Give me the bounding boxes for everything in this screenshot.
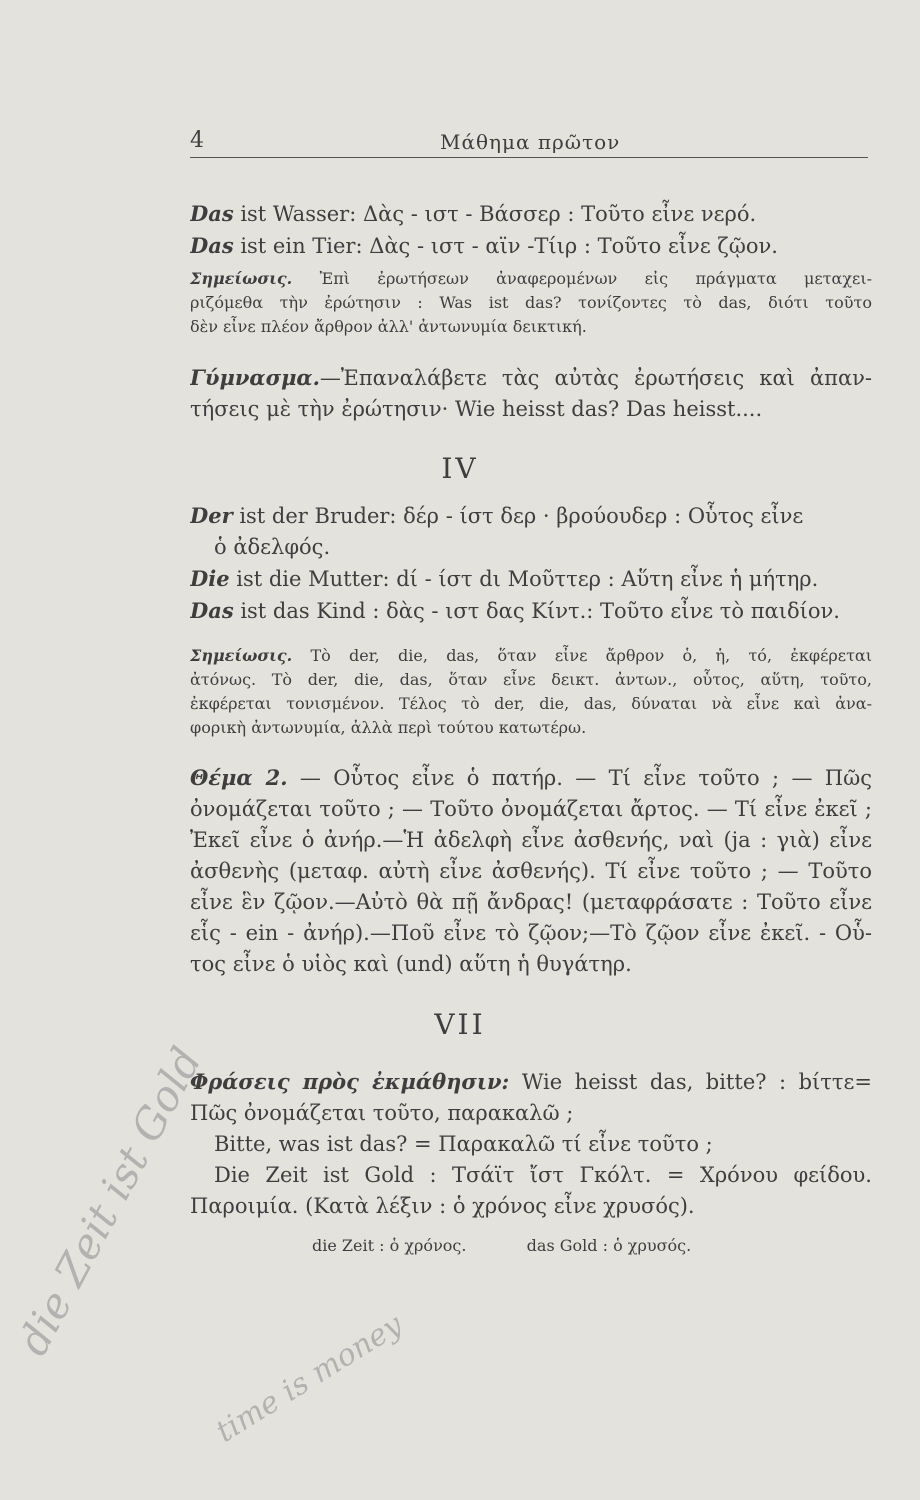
note-label: Σημείωσις. — [190, 269, 293, 288]
page-header — [190, 128, 870, 154]
note-1: Σημείωσις. Ἐπὶ ἐρωτήσεων ἀναφερομένων εἰς πράγματα μεταχει- ριζόμεθα τὴν ἐρώτησιν : Was ist das? τονίζοντες τὸ das, διότι τοῦτο δὲν εἶνε πλέον ἄρθρον ἀλλ' ἀντωνυμία δεικτική. — [190, 269, 872, 336]
section-number-iv: IV — [441, 452, 479, 485]
phrases-label: Φράσεις πρὸς ἐκμάθησιν: — [190, 1069, 510, 1094]
example-sentence: Das ist ein Tier: Δὰς - ιστ - αϊν -Τίιρ : Τοῦτο εἶνε ζῷον. — [190, 233, 778, 258]
example-sentence: Die ist die Mutter: dί - ίστ dι Μοῦττερ : Αὕτη εἶνε ἡ μήτηρ. — [190, 566, 819, 591]
note-label: Σημείωσις. — [190, 646, 293, 665]
exercise: Γύμνασμα.—Ἐπαναλάβετε τὰς αὐτὰς ἐρωτήσεις καὶ ἀπαν- τήσεις μὲ τὴν ἐρώτησιν· Wie heisst das? Das heisst.... — [190, 365, 872, 421]
note-2: Σημείωσις. Τὸ der, die, das, ὅταν εἶνε ἄρθρον ὁ, ἡ, τό, ἐκφέρεται ἀτόνως. Τὸ der, die, das, ὅταν εἶνε δεικτ. ἀντων., οὗτος, αὕτη, τοῦτο, ἐκφέρεται τονισμένον. Τέλος τὸ der, die, das, δύναται νὰ εἶνε καὶ ἀνα- φορικὴ ἀντωνυμία, ἀλλὰ περὶ τούτου κατωτέρω. — [190, 646, 872, 737]
example-sentence: ὁ ἀδελφός. — [214, 535, 331, 559]
vocab-item: die Zeit : ὁ χρόνος. — [312, 1236, 467, 1255]
theme-2: Θέμα 2. — Οὗτος εἶνε ὁ πατήρ. — Τί εἶνε τοῦτο ; — Πῶς ὀνομάζεται τοῦτο ; — Τοῦτο ὀνομάζεται ἄρτος. — Τί εἶνε ἐκεῖ ; Ἐκεῖ εἶνε ὁ ἀνήρ.—Ἡ ἀδελφὴ εἶνε ἀσθενής, ναὶ (ja : γιὰ) εἶνε ἀσθενὴς (μεταφ. αὐτὴ εἶνε ἀσθενής). Τί εἶνε τοῦτο ; — Τοῦτο εἶνε ἓν ζῷον.—Αὐτὸ θὰ πῇ ἄνδρας! (μεταφράσατε : Τοῦτο εἶνε εἷς - ein - ἀνήρ).—Ποῦ εἶνε τὸ ζῷον;—Τὸ ζῷον εἶνε ἐκεῖ. - Οὗ- τος εἶνε ὁ υἱὸς καὶ (und) αὕτη ἡ θυγάτηρ. — [190, 765, 872, 976]
handwritten-note: time is money — [210, 1307, 409, 1450]
example-sentence: Das ist das Kind : δὰς - ιστ δας Κίντ.: Τοῦτο εἶνε τὸ παιδίον. — [190, 598, 840, 623]
example-sentence: Das ist Wasser: Δὰς - ιστ - Βάσσερ : Τοῦτο εἶνε νερό. — [190, 201, 757, 226]
exercise-label: Γύμνασμα. — [190, 365, 320, 390]
section-number-vii: VII — [434, 1008, 486, 1041]
phrases-block: Φράσεις πρὸς ἐκμάθησιν: Wie heisst das, bitte? : bίττε= Πῶς ὀνομάζεται τοῦτο, παρακαλῶ ; Bitte, was ist das? = Παρακαλῶ τί εἶνε τοῦτο ; Die Zeit ist Gold : Τσάϊτ ἴστ Γκόλτ. = Χρόνου φείδου. Παροιμία. (Κατὰ λέξιν : ὁ χρόνος εἶνε χρυσός). — [190, 1069, 872, 1218]
page-number: 4 — [190, 128, 204, 153]
example-sentence: Der ist der Bruder: δέρ - ίστ δερ · βρούουδερ : Οὗτος εἶνε — [190, 503, 804, 528]
section-iv-sentences — [190, 500, 872, 627]
vocab-item: das Gold : ὁ χρυσός. — [526, 1236, 692, 1255]
vocab-line — [312, 1234, 852, 1258]
handwritten-note: die Zeit ist Gold — [8, 1039, 212, 1364]
running-title: Μάθημα πρῶτον — [440, 130, 621, 154]
example-sentences — [190, 198, 872, 262]
header-rule — [190, 157, 868, 158]
theme-label: Θέμα 2. — [190, 765, 288, 790]
